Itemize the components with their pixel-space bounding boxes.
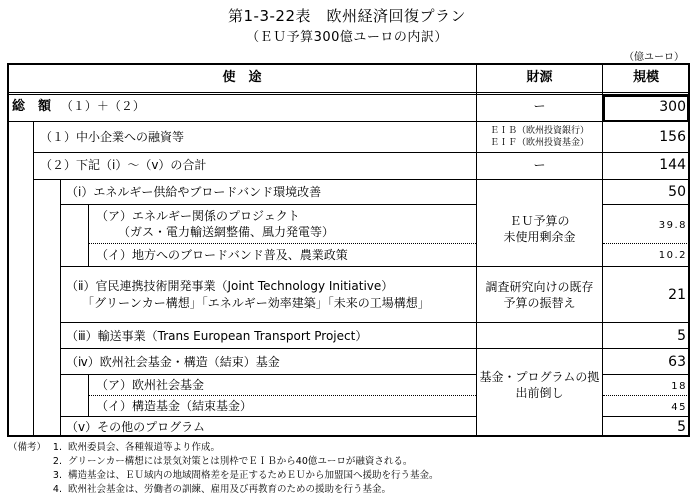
rule-after-iii bbox=[61, 348, 689, 349]
i-source-l2: 未使用剰余金 bbox=[503, 230, 576, 244]
total-label bbox=[12, 99, 145, 114]
i-b-label: （イ）地方へのブロードバンド普及、農業政策 bbox=[96, 248, 348, 262]
rule-after-i-b bbox=[61, 266, 689, 267]
note-3 bbox=[8, 469, 439, 483]
ii-source-l1: 調査研究向けの既存 bbox=[485, 280, 594, 294]
note-2-text: グリーンカー構想には景気対策とは別枠でＥＩＢから40億ユーロが融資される。 bbox=[68, 456, 413, 467]
total-scale: 300 bbox=[659, 99, 686, 115]
dotted-after-iv-a-scale bbox=[603, 395, 689, 396]
note-4-text: 欧州社会基金は、労働者の訓練、雇用及び再教育のための援助を行う基金。 bbox=[68, 484, 392, 495]
note-3-text: 構造基金は、ＥＵ域内の地域間格差を是正するためＥＵから加盟国へ援助を行う基金。 bbox=[68, 470, 439, 481]
r2-label: （２）下記（ⅰ）～（ⅴ）の合計 bbox=[40, 158, 207, 172]
i-source-l1: ＥＵ予算の bbox=[509, 214, 570, 228]
dotted-after-i-a bbox=[89, 243, 476, 244]
rule-after-r1 bbox=[34, 152, 689, 153]
header-source: 財源 bbox=[526, 70, 553, 85]
rule-after-iv-b bbox=[61, 416, 477, 417]
iv-a-scale: 18 bbox=[671, 381, 687, 392]
note-1-text: 欧州委員会、各種報道等より作成。 bbox=[68, 442, 221, 453]
unit-label: （億ユーロ） bbox=[624, 52, 684, 63]
ii-source-l2: 予算の振替え bbox=[503, 296, 576, 310]
indent-border-level2 bbox=[33, 121, 34, 436]
total-source: ー bbox=[533, 99, 546, 113]
header-scale: 規模 bbox=[632, 70, 659, 85]
header-rule-1 bbox=[8, 92, 689, 93]
iii-label: （ⅲ）輸送事業（Trans European Transport Project） bbox=[66, 329, 368, 343]
i-b-scale: 10.2 bbox=[658, 250, 687, 261]
notes bbox=[8, 441, 439, 497]
total-label-bold: 総 額 bbox=[12, 99, 52, 114]
note-2-index: 2. bbox=[52, 456, 62, 467]
ii-scale: 21 bbox=[668, 287, 686, 303]
iv-scale: 63 bbox=[668, 354, 686, 370]
i-scale: 50 bbox=[668, 184, 686, 200]
iv-source-l1: 基金・プログラムの拠 bbox=[479, 370, 600, 384]
r1-source-l1: ＥＩＢ（欧州投資銀行） bbox=[489, 126, 589, 136]
header-rule-2 bbox=[8, 94, 689, 95]
rule-after-iv-b-scale bbox=[603, 416, 689, 417]
rule-after-iv-scale bbox=[603, 374, 689, 375]
iv-b-label: （イ）構造基金（結束基金） bbox=[96, 399, 253, 413]
iii-scale: 5 bbox=[677, 328, 686, 344]
rule-after-iv bbox=[61, 374, 477, 375]
indent-border-level3 bbox=[60, 179, 61, 436]
i-label: （ⅰ）エネルギー供給やブロードバンド環境改善 bbox=[66, 185, 322, 199]
table-title: 第1-3-22表 欧州経済回復プラン bbox=[227, 7, 466, 25]
note-4-index: 4. bbox=[52, 484, 62, 495]
notes-label: （備考） bbox=[8, 442, 47, 453]
rule-after-i bbox=[61, 204, 477, 205]
table-subtitle: （ＥＵ予算300億ユーロの内訳） bbox=[246, 30, 448, 45]
i-a-scale: 39.8 bbox=[658, 220, 687, 231]
r1-label: （１）中小企業への融資等 bbox=[40, 130, 185, 144]
note-2 bbox=[8, 455, 439, 469]
r1-source-l2: ＥＩＦ（欧州投資基金） bbox=[489, 138, 589, 148]
v-scale: 5 bbox=[677, 419, 686, 435]
ii-label-l2: 「グリーンカー構想」「エネルギー効率建築」「未来の工場構想」 bbox=[82, 296, 430, 310]
ii-label-l1: （ⅱ）官民連携技術開発事業（Joint Technology Initiative） bbox=[66, 279, 394, 293]
rule-after-i-scale bbox=[603, 204, 689, 205]
iv-a-label: （ア）欧州社会基金 bbox=[96, 378, 205, 392]
i-a-label-l2: （ガス・電力輸送網整備、風力発電等） bbox=[118, 225, 335, 239]
iv-label: （ⅳ）欧州社会基金・構造（結束）基金 bbox=[66, 355, 280, 369]
total-label-rest: （１）＋（２） bbox=[60, 99, 145, 113]
note-3-index: 3. bbox=[52, 470, 62, 481]
r2-source: ー bbox=[533, 158, 546, 172]
r1-scale: 156 bbox=[659, 129, 686, 145]
note-1 bbox=[8, 441, 439, 455]
rule-after-ii bbox=[61, 322, 689, 323]
iv-source-l2: 出前倒し bbox=[515, 386, 564, 400]
dotted-after-i-a-scale bbox=[603, 243, 689, 244]
i-a-label-l1: （ア）エネルギー関係のプロジェクト bbox=[96, 209, 300, 223]
iv-b-scale: 45 bbox=[671, 402, 687, 413]
rule-after-total bbox=[8, 121, 689, 122]
header-use: 使 途 bbox=[222, 70, 262, 85]
dotted-after-iv-a bbox=[89, 395, 476, 396]
note-4 bbox=[8, 483, 439, 497]
note-1-index: 1. bbox=[52, 442, 62, 453]
indent-border-i bbox=[88, 204, 89, 266]
rule-after-r2 bbox=[34, 179, 689, 180]
r2-scale: 144 bbox=[659, 157, 686, 173]
v-label: （ⅴ）その他のプログラム bbox=[66, 420, 205, 434]
